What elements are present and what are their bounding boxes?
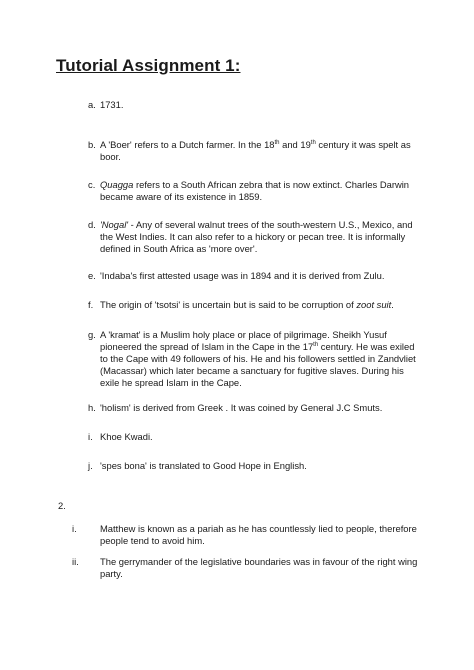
item-marker: e. [88,270,96,281]
item-marker: i. [88,431,93,442]
item-text-part: and 19 [279,139,311,150]
item-text [100,179,422,203]
item-text-part: - Any of several walnut trees of the south-western U.S., Mexico, and the West Indies. It can also refer to a hickory or pecan tree. It is informally defined in South Africa as 'more over'. [100,219,413,254]
item-text-part: A 'Boer' refers to a Dutch farmer. In the 18 [100,139,275,150]
item-marker: c. [88,179,96,190]
item-text: Matthew is known as a pariah as he has countlessly lied to people, therefore people tend to avoid him. [100,523,417,546]
item-text-part: The origin of 'tsotsi' is uncertain but is said to be corruption of [100,299,357,310]
item-marker: a. [88,99,96,110]
item-text-part: A 'kramat' is a Muslim holy place or place of pilgrimage. Sheikh Yusuf pioneered the spread of Islam in the Cape in the 17 [100,329,387,352]
item-marker: i. [72,523,77,534]
item-marker: h. [88,402,96,413]
superscript: th [274,140,280,146]
item-marker: g. [88,329,96,340]
item-marker: b. [88,139,96,150]
item-text: 'Indaba's first attested usage was in 1894 and it is derived from Zulu. [100,270,385,281]
item-text: The gerrymander of the legislative boundaries was in favour of the right wing party. [100,556,418,579]
italic-term: zoot suit [356,299,392,310]
item-text-part: century it was spelt as boor. [100,139,411,162]
item-text-part: century. He was exiled to the Cape with 49 followers of his. He and his followers settled in Zandvliet (Macassar) which later became a sanctuary for fugitive slaves. During his exile he spread Islam in the Cape. [100,341,416,388]
item-text [100,139,422,163]
italic-term: Quagga [100,179,134,190]
page-title: Tutorial Assignment 1: [56,56,241,75]
item-marker: ii. [72,556,79,567]
superscript: th [310,140,316,146]
item-text [100,329,422,389]
item-marker: d. [88,219,96,230]
item-text [100,299,422,311]
item-text: 'holism' is derived from Greek . It was coined by General J.C Smuts. [100,402,383,413]
item-text: 1731. [100,99,124,110]
item-text [100,219,422,255]
item-text-part: . [391,299,394,310]
superscript: th [313,342,319,348]
item-text: 'spes bona' is translated to Good Hope in English. [100,460,307,471]
section-2-label: 2. [58,500,66,511]
item-marker: f. [88,299,94,310]
item-text-part: refers to a South African zebra that is now extinct. Charles Darwin became aware of its existence in 1859. [100,179,410,202]
item-text: Khoe Kwadi. [100,431,153,442]
italic-term: 'Nogal' [100,219,129,230]
item-marker: j. [88,460,93,471]
